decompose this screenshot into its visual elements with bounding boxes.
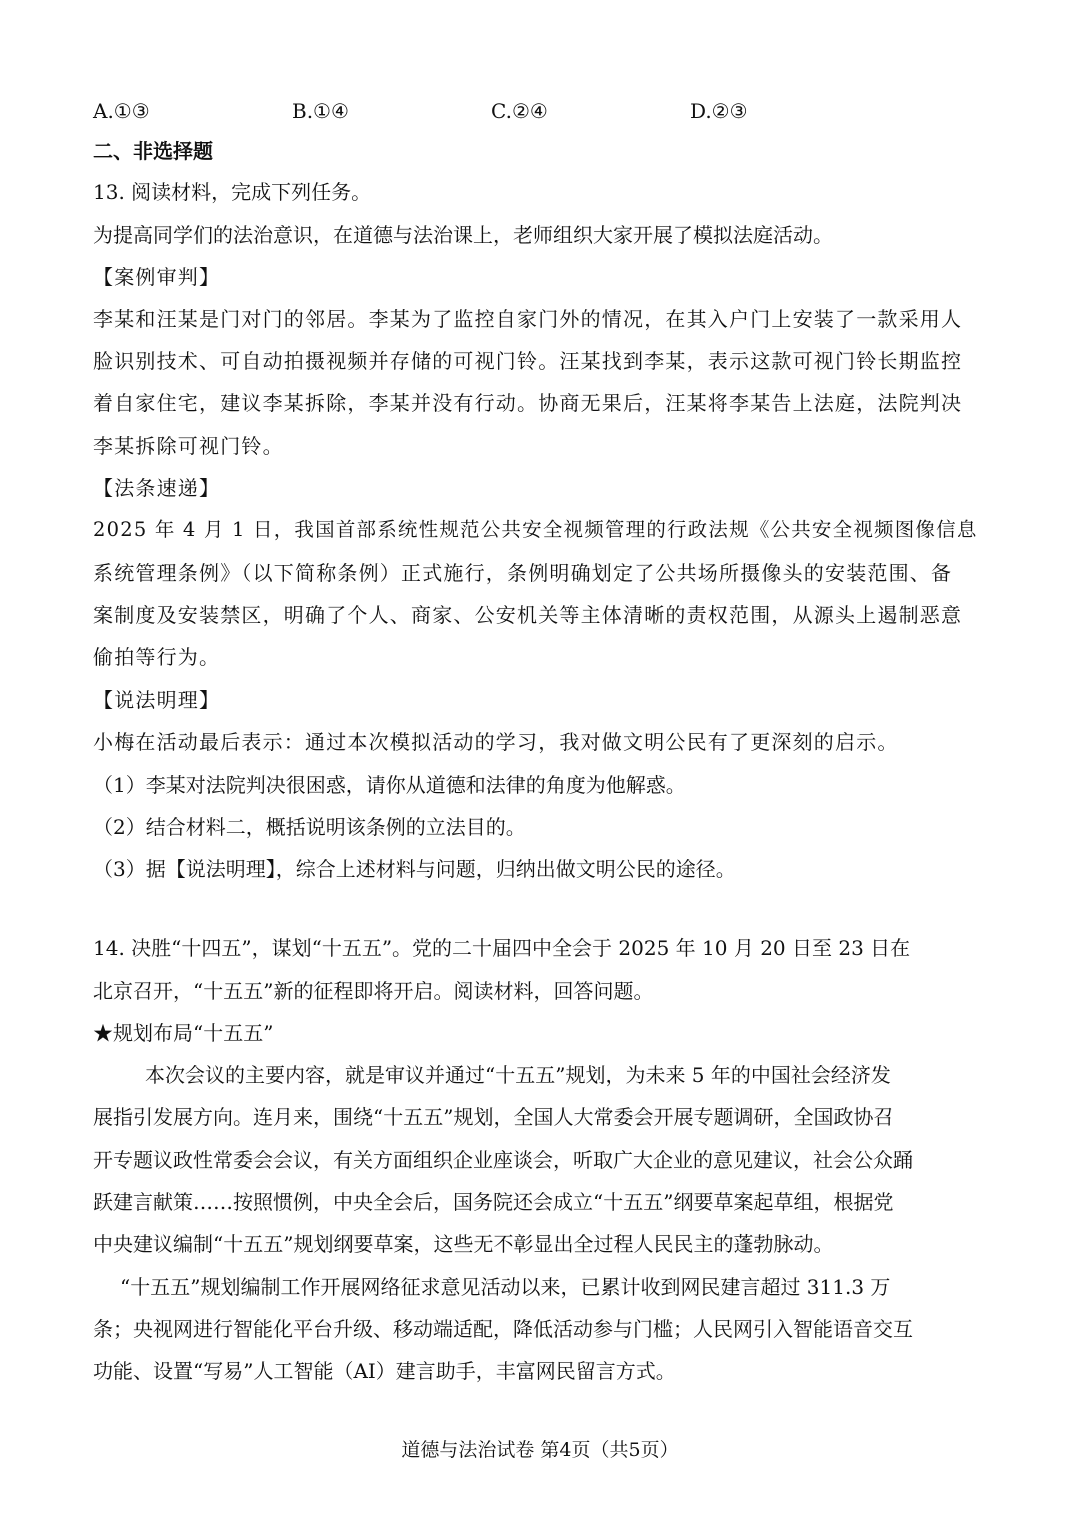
q13-intro: 为提高同学们的法治意识，在道德与法治课上，老师组织大家开展了模拟法庭活动。 — [93, 223, 833, 247]
law-line: 案制度及安装禁区，明确了个人、商家、公安机关等主体清晰的责权范围，从源头上遏制恶意 — [93, 603, 963, 627]
law-line: 2025 年 4 月 1 日，我国首部系统性规范公共安全视频管理的行政法规《公共安全视频图像信息 — [93, 518, 978, 541]
case-line: 李某和汪某是门对门的邻居。李某为了监控自家门外的情况，在其入户门上安装了一款采用人 — [93, 307, 963, 331]
option-c: C.②④ — [491, 99, 548, 123]
q14-stem: 14. 决胜“十四五”，谋划“十五五”。党的二十届四中全会于 2025 年 10 月 20 日至 23 日在 — [93, 936, 911, 960]
q14-para2-line: 功能、设置“写易”人工智能（AI）建言助手，丰富网民留言方式。 — [93, 1359, 676, 1383]
q14-para1-line: 跃建言献策……按照惯例，中央全会后，国务院还会成立“十五五”纲要草案起草组，根据党 — [93, 1190, 894, 1214]
q14-heading: ★规划布局“十五五” — [93, 1021, 274, 1045]
case-heading: 【案例审判】 — [93, 265, 221, 289]
section-title: 二、非选择题 — [93, 139, 213, 163]
q14-para2-line: “十五五”规划编制工作开展网络征求意见活动以来，已累计收到网民建言超过 311.3 万 — [120, 1275, 891, 1299]
option-a: A.①③ — [93, 99, 150, 123]
q14-para1-line: 中央建议编制“十五五”规划纲要草案，这些无不彰显出全过程人民民主的蓬勃脉动。 — [93, 1232, 834, 1256]
case-line: 着自家住宅，建议李某拆除，李某并没有行动。协商无果后，汪某将李某告上法庭，法院判决 — [93, 391, 963, 415]
law-line: 偷拍等行为。 — [93, 645, 221, 669]
page-footer: 道德与法治试卷 第4页（共5页） — [401, 1439, 679, 1461]
q13-stem: 13. 阅读材料，完成下列任务。 — [93, 180, 372, 204]
q14-para1-line: 展指引发展方向。连月来，围绕“十五五”规划，全国人大常委会开展专题调研，全国政协召 — [93, 1105, 894, 1129]
talk-heading: 【说法明理】 — [93, 688, 221, 712]
option-b: B.①④ — [292, 99, 349, 123]
case-line: 脸识别技术、可自动拍摄视频并存储的可视门铃。汪某找到李某，表示这款可视门铃长期监控 — [93, 349, 963, 373]
q14-para2-line: 条；央视网进行智能化平台升级、移动端适配，降低活动参与门槛；人民网引入智能语音交互 — [93, 1317, 913, 1341]
q13-question-2: （2）结合材料二，概括说明该条例的立法目的。 — [93, 815, 526, 839]
case-line: 李某拆除可视门铃。 — [93, 434, 284, 458]
q13-question-1: （1）李某对法院判决很困惑，请你从道德和法律的角度为他解惑。 — [93, 773, 686, 797]
q13-question-3: （3）据【说法明理】，综合上述材料与问题，归纳出做文明公民的途径。 — [93, 857, 736, 881]
q14-para1-line: 本次会议的主要内容，就是审议并通过“十五五”规划，为未来 5 年的中国社会经济发 — [145, 1063, 891, 1087]
law-line: 系统管理条例》（以下简称条例）正式施行，条例明确划定了公共场所摄像头的安装范围、备 — [93, 561, 953, 585]
option-d: D.②③ — [690, 99, 748, 123]
law-heading: 【法条速递】 — [93, 476, 221, 500]
q14-para1-line: 开专题议政性常委会会议，有关方面组织企业座谈会，听取广大企业的意见建议，社会公众踊 — [93, 1148, 913, 1172]
answer-options — [93, 96, 988, 126]
talk-line: 小梅在活动最后表示：通过本次模拟活动的学习，我对做文明公民有了更深刻的启示。 — [93, 730, 899, 754]
q14-stem: 北京召开，“十五五”新的征程即将开启。阅读材料，回答问题。 — [93, 979, 654, 1003]
